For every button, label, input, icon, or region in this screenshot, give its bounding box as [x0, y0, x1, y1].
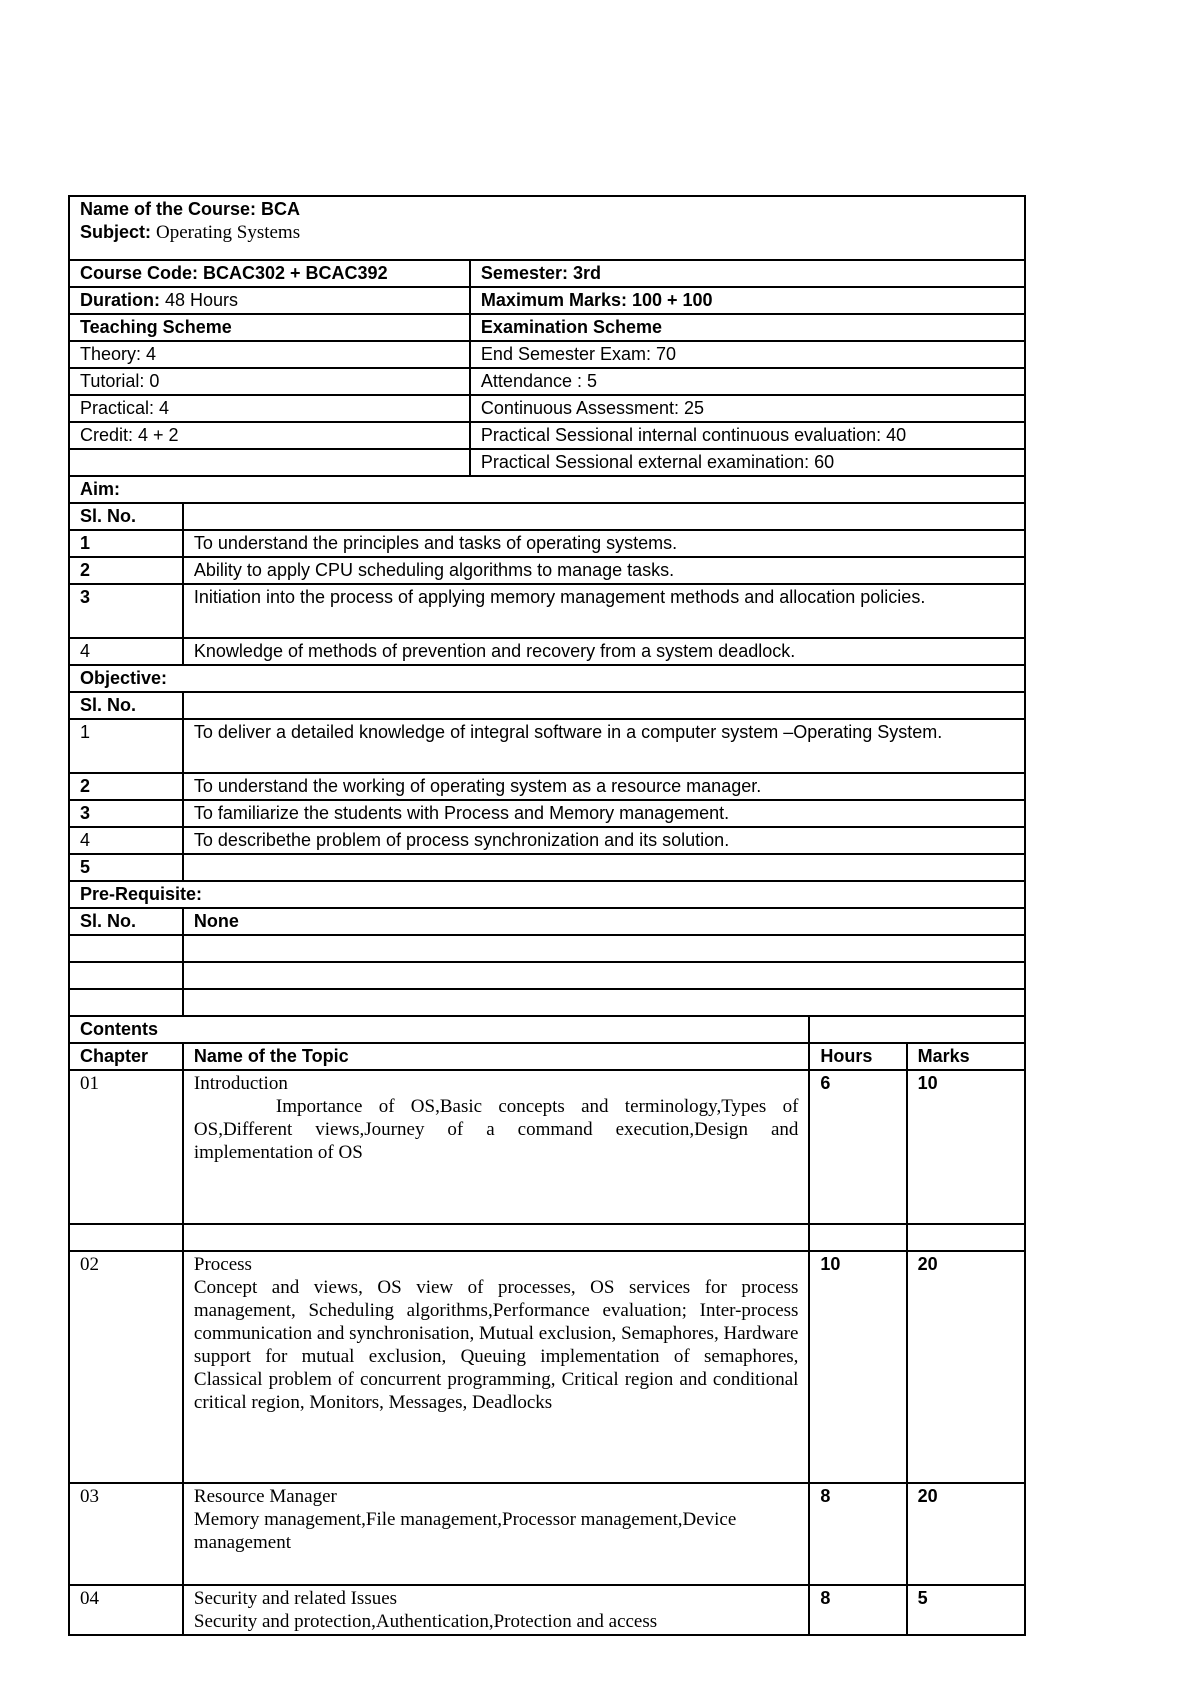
chapter-column-header: Chapter [69, 1043, 183, 1070]
chapter-marks: 20 [907, 1251, 1025, 1483]
chapter-description: Concept and views, OS view of processes, OS services for process management, Scheduling algorithms,Performance evaluation; Inter-process communication and synchronisation, Mutual exclusion, Semaphores, Hardware support for mutual exclusion, Queuing implementation of semaphores, Classical problem of concurrent programming, Critical region and conditional critical region, Monitors, Messages, Deadlocks [193, 1277, 799, 1413]
objective-row [69, 854, 1025, 881]
aim-text: Ability to apply CPU scheduling algorithms to manage tasks. [183, 557, 1025, 584]
chapter-title: Introduction [193, 1073, 288, 1094]
info-row [69, 260, 1025, 287]
theory: Theory: 4 [69, 341, 470, 368]
empty-cell [69, 962, 183, 989]
aim-no: 2 [69, 557, 183, 584]
aim-text: To understand the principles and tasks of operating systems. [183, 530, 1025, 557]
chapter-row [69, 1585, 1025, 1635]
credit: Credit: 4 + 2 [69, 422, 470, 449]
semester: Semester: 3rd [470, 260, 1025, 287]
objective-slno-header: Sl. No. [69, 692, 183, 719]
prereq-empty-row [69, 989, 1025, 1016]
empty-cell [69, 1224, 183, 1251]
prereq-slno-header: Sl. No. [69, 908, 183, 935]
empty-cell [183, 962, 1025, 989]
objective-text: To understand the working of operating system as a resource manager. [183, 773, 1025, 800]
prereq-empty-row [69, 935, 1025, 962]
subject-value: Operating Systems [156, 222, 301, 243]
objective-no: 3 [69, 800, 183, 827]
practical-sessional-external: Practical Sessional external examination: 60 [470, 449, 1025, 476]
objective-row [69, 773, 1025, 800]
end-semester-exam: End Semester Exam: 70 [470, 341, 1025, 368]
course-name: Name of the Course: BCA [80, 199, 301, 219]
objective-no: 1 [69, 719, 183, 773]
chapter-title: Resource Manager [193, 1486, 337, 1507]
objective-text: To familiarize the students with Process and Memory management. [183, 800, 1025, 827]
aim-heading-row [69, 476, 1025, 503]
chapter-topic [183, 1585, 810, 1635]
aim-row [69, 584, 1025, 638]
info-row [69, 449, 1025, 476]
prereq-heading: Pre-Requisite: [69, 881, 1025, 908]
empty-cell [907, 1224, 1025, 1251]
empty-cell [183, 503, 1025, 530]
objective-heading: Objective: [69, 665, 1025, 692]
subject-label: Subject: [80, 222, 152, 242]
objective-text: To describethe problem of process synchronization and its solution. [183, 827, 1025, 854]
empty-cell [183, 935, 1025, 962]
tutorial: Tutorial: 0 [69, 368, 470, 395]
info-row [69, 314, 1025, 341]
objective-row [69, 800, 1025, 827]
chapter-title: Security and related Issues [193, 1588, 398, 1609]
maximum-marks: Maximum Marks: 100 + 100 [470, 287, 1025, 314]
aim-text: Knowledge of methods of prevention and recovery from a system deadlock. [183, 638, 1025, 665]
teaching-scheme: Teaching Scheme [69, 314, 470, 341]
objective-no: 5 [69, 854, 183, 881]
chapter-hours: 6 [809, 1070, 906, 1224]
empty-cell [69, 449, 470, 476]
chapter-description: Security and protection,Authentication,Protection and access [193, 1611, 658, 1632]
empty-cell [809, 1224, 906, 1251]
course-code: Course Code: BCAC302 + BCAC392 [69, 260, 470, 287]
prereq-empty-row [69, 962, 1025, 989]
contents-header-row [69, 1043, 1025, 1070]
duration-label: Duration: [80, 290, 160, 310]
aim-no: 4 [69, 638, 183, 665]
empty-cell [183, 1224, 810, 1251]
chapter-description: Memory management,File management,Processor management,Device management [193, 1509, 737, 1553]
course-syllabus-table [68, 195, 1026, 1636]
header-row [69, 196, 1025, 260]
chapter-marks: 5 [907, 1585, 1025, 1635]
chapter-topic [183, 1070, 810, 1224]
aim-row [69, 557, 1025, 584]
hours-column-header: Hours [809, 1043, 906, 1070]
info-row [69, 422, 1025, 449]
subject-line [80, 221, 1014, 244]
info-row [69, 341, 1025, 368]
chapter-title: Process [193, 1254, 252, 1275]
attendance: Attendance : 5 [470, 368, 1025, 395]
chapter-marks: 20 [907, 1483, 1025, 1585]
empty-cell [809, 1016, 1025, 1043]
header-cell [69, 196, 1025, 260]
aim-text: Initiation into the process of applying memory management methods and allocation policies. [183, 584, 1025, 638]
info-row [69, 287, 1025, 314]
chapter-number: 02 [69, 1251, 183, 1483]
chapter-marks: 10 [907, 1070, 1025, 1224]
objective-heading-row [69, 665, 1025, 692]
aim-subheader-row [69, 503, 1025, 530]
prereq-heading-row [69, 881, 1025, 908]
chapter-topic [183, 1483, 810, 1585]
spacer-row [69, 1224, 1025, 1251]
aim-no: 1 [69, 530, 183, 557]
examination-scheme: Examination Scheme [470, 314, 1025, 341]
objective-no: 4 [69, 827, 183, 854]
practical-sessional-internal: Practical Sessional internal continuous evaluation: 40 [470, 422, 1025, 449]
duration [69, 287, 470, 314]
objective-no: 2 [69, 773, 183, 800]
aim-row [69, 638, 1025, 665]
topic-column-header: Name of the Topic [183, 1043, 810, 1070]
chapter-hours: 8 [809, 1585, 906, 1635]
objective-subheader-row [69, 692, 1025, 719]
chapter-row [69, 1483, 1025, 1585]
contents-heading: Contents [69, 1016, 809, 1043]
chapter-number: 04 [69, 1585, 183, 1635]
practical: Practical: 4 [69, 395, 470, 422]
aim-no: 3 [69, 584, 183, 638]
chapter-hours: 10 [809, 1251, 906, 1483]
empty-cell [69, 989, 183, 1016]
prereq-subheader-row [69, 908, 1025, 935]
chapter-number: 03 [69, 1483, 183, 1585]
empty-cell [69, 935, 183, 962]
aim-heading: Aim: [69, 476, 1025, 503]
info-row [69, 368, 1025, 395]
contents-heading-row [69, 1016, 1025, 1043]
objective-row [69, 719, 1025, 773]
chapter-row [69, 1251, 1025, 1483]
empty-cell [183, 989, 1025, 1016]
empty-cell [183, 692, 1025, 719]
chapter-hours: 8 [809, 1483, 906, 1585]
chapter-number: 01 [69, 1070, 183, 1224]
objective-text [183, 854, 1025, 881]
duration-value: 48 Hours [165, 290, 239, 310]
objective-text: To deliver a detailed knowledge of integral software in a computer system –Operating System. [183, 719, 1025, 773]
chapter-topic [183, 1251, 810, 1483]
chapter-description: Importance of OS,Basic concepts and terminology,Types of OS,Different views,Journey of a command execution,Design and implementation of OS [193, 1096, 799, 1163]
aim-slno-header: Sl. No. [69, 503, 183, 530]
marks-column-header: Marks [907, 1043, 1025, 1070]
chapter-row [69, 1070, 1025, 1224]
info-row [69, 395, 1025, 422]
prereq-value: None [183, 908, 1025, 935]
objective-row [69, 827, 1025, 854]
continuous-assessment: Continuous Assessment: 25 [470, 395, 1025, 422]
aim-row [69, 530, 1025, 557]
